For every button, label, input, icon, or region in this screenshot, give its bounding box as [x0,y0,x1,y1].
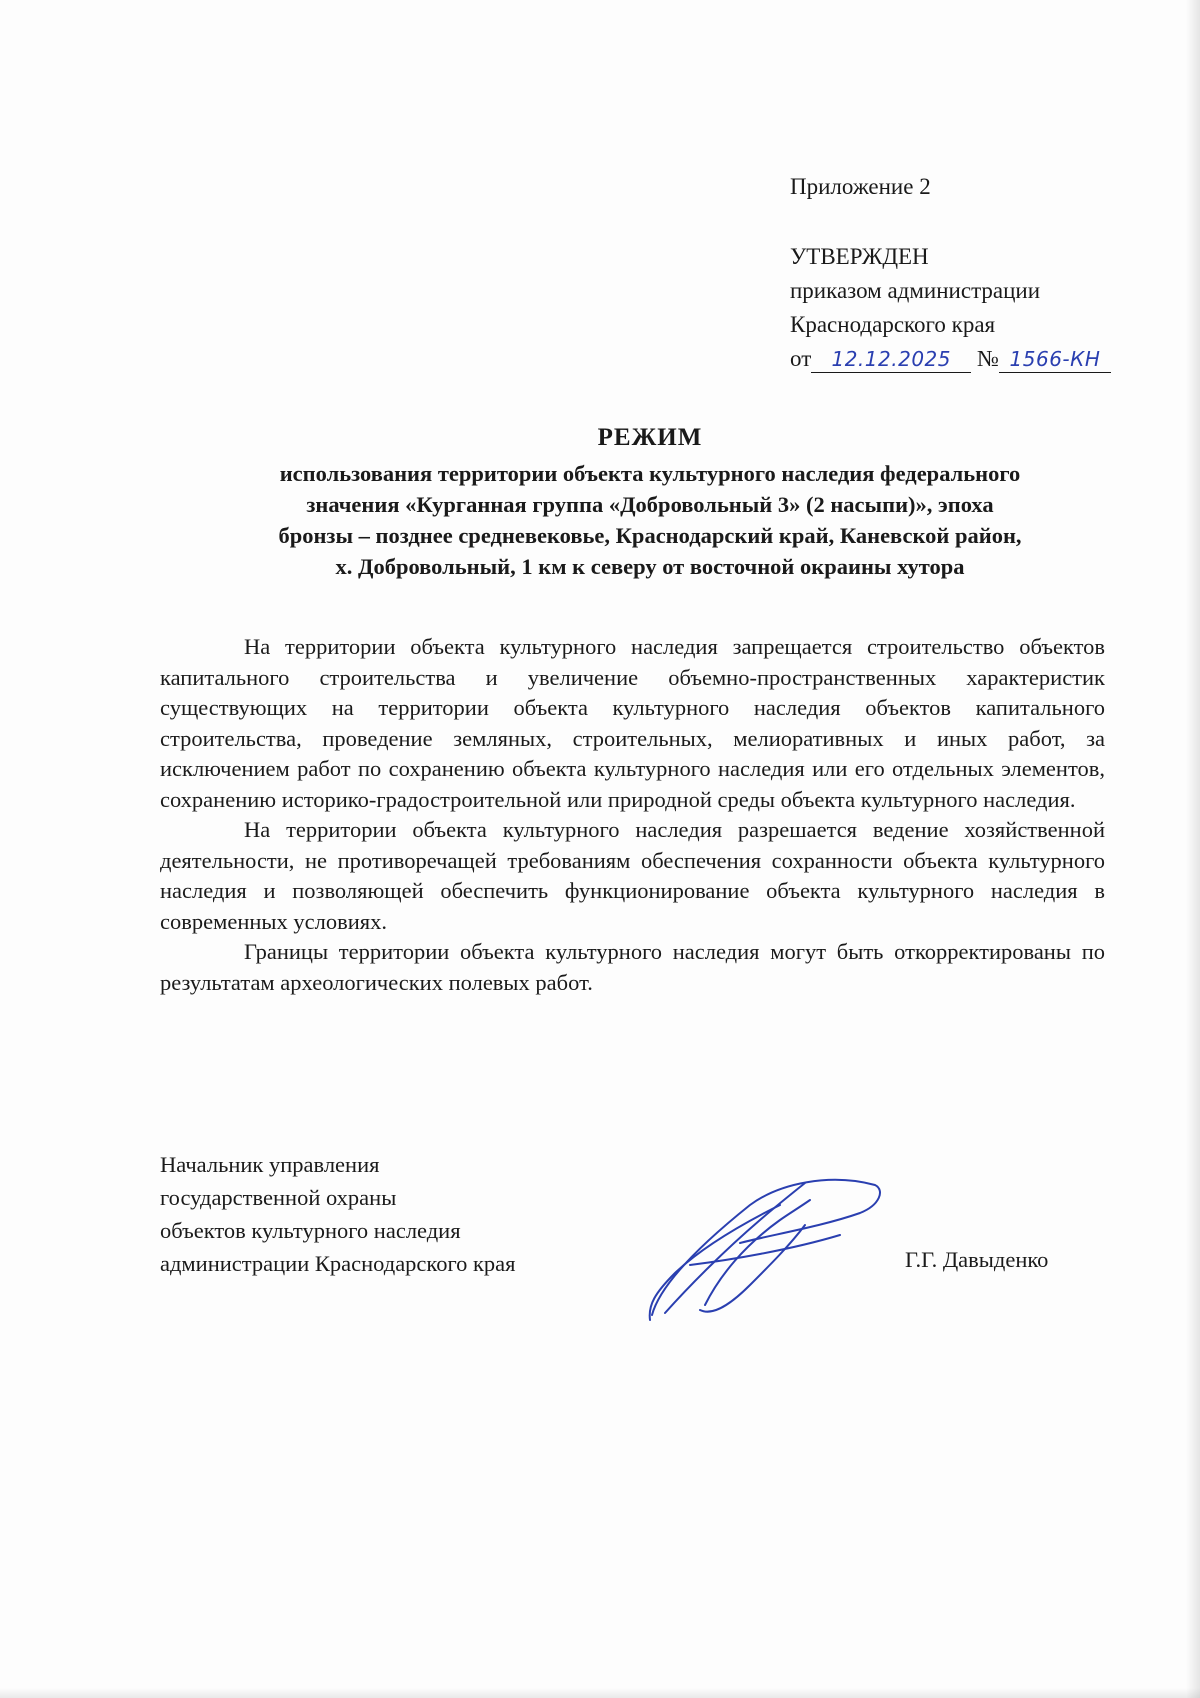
scan-edge-shadow [0,1688,1200,1698]
heading-line: бронзы – позднее средневековье, Краснодарский край, Каневской район, [278,523,1022,548]
body-paragraph: На территории объекта культурного наследия запрещается строительство объектов капитального строительства и увеличение объемно-пространственных характеристик существующих на территории объекта культурного наследия объектов капитального строительства, проведение земляных, строительных, мелиоративных и иных работ, за исключением работ по сохранению объекта культурного наследия или его отдельных элементов, сохранению историко-градостроительной или природной среды объекта культурного наследия. [160,634,1105,812]
signatory-name: Г.Г. Давыденко [905,1247,1049,1272]
position-line: Начальник управления [160,1152,380,1177]
signatory-position [160,1148,516,1280]
region-line: Краснодарского края [790,312,996,337]
handwritten-date: 12.12.2025 [831,347,951,371]
approved-label: УТВЕРЖДЕН [790,244,929,269]
scan-edge-shadow [1186,0,1200,1698]
handwritten-signature [630,1165,890,1325]
date-prefix: от [790,346,812,371]
position-line: администрации Краснодарского края [160,1251,516,1276]
heading-line: использования территории объекта культурного наследия федерального [279,461,1021,486]
position-line: объектов культурного наследия [160,1218,461,1243]
body-paragraph: Границы территории объекта культурного наследия могут быть откорректированы по результатам археологических полевых работ. [160,939,1105,995]
number-field [999,346,1111,373]
heading-title: РЕЖИМ [597,424,703,451]
date-number-line [790,342,1111,376]
document-body [160,632,1105,998]
number-prefix: № [977,346,999,371]
body-paragraph: На территории объекта культурного наследия разрешается ведение хозяйственной деятельности, не противоречащей требованиям обеспечения сохранности объекта культурного наследия и позволяющей обеспечить функционирование объекта культурного наследия в современных условиях. [160,817,1105,934]
approval-block [790,170,1111,376]
heading-line: х. Добровольный, 1 км к северу от восточной окраины хутора [335,554,965,579]
heading-line: значения «Курганная группа «Добровольный 3» (2 насыпи)», эпоха [306,492,994,517]
order-line: приказом администрации [790,278,1041,303]
date-field [811,346,971,373]
handwritten-number: 1566-КН [1009,347,1101,371]
position-line: государственной охраны [160,1185,397,1210]
document-heading [150,424,1150,582]
annex-label: Приложение 2 [790,174,931,199]
